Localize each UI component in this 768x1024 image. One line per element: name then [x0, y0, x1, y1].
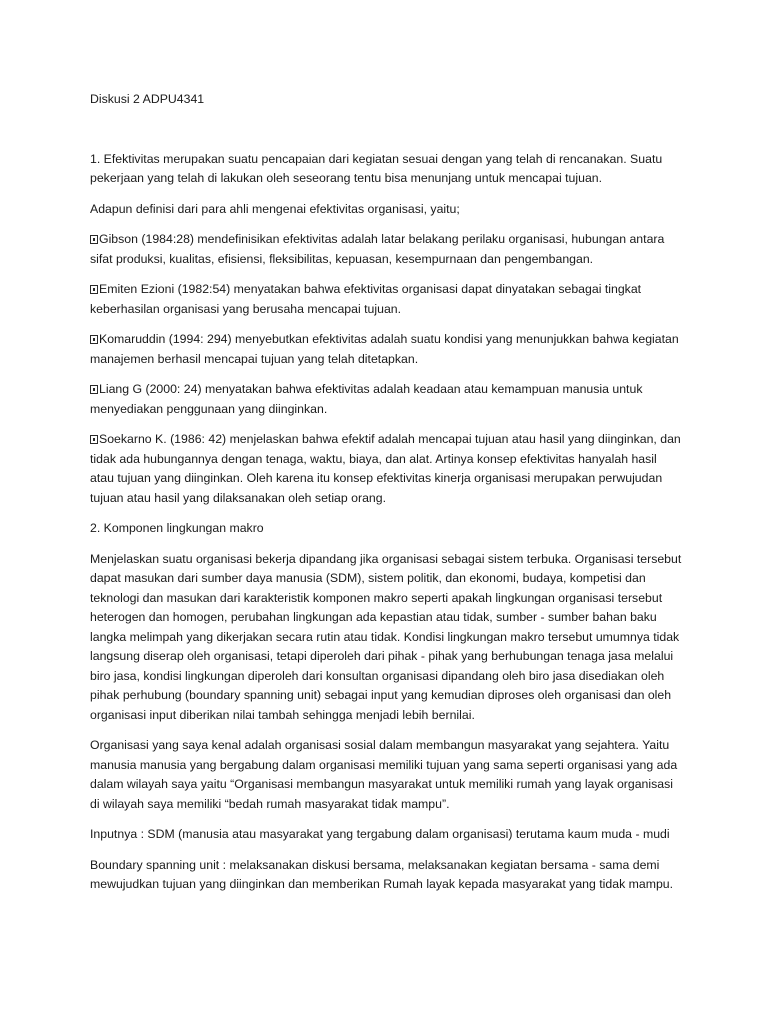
bullet-text: Liang G (2000: 24) menyatakan bahwa efektivitas adalah keadaan atau kemampuan manusia untuk menyediakan penggunaan yang diinginkan. — [90, 382, 643, 416]
bullet-text: Gibson (1984:28) mendefinisikan efektivitas adalah latar belakang perilaku organisasi, hubungan antara sifat produksi, kualitas, efisiensi, fleksibilitas, kepuasan, kesempurnaan dan pengembangan. — [90, 232, 665, 266]
section-heading: 2. Komponen lingkungan makro — [90, 521, 264, 535]
paragraph-known-organization: Organisasi yang saya kenal adalah organisasi sosial dalam membangun masyarakat yang sejahtera. Yaitu manusia manusia yang bergabung dalam organisasi memiliki tujuan yang sama seperti organisasi yang ada dalam wilayah saya yaitu “Organisasi membangun masyarakat untuk memiliki rumah yang layak organisasi di wilayah saya memiliki “bedah rumah masyarakat tidak mampu”. — [90, 738, 678, 811]
document-body — [90, 90, 682, 906]
bullet-text: Komaruddin (1994: 294) menyebutkan efektivitas adalah suatu kondisi yang menunjukkan bahwa kegiatan manajemen berhasil mencapai tujuan yang telah ditetapkan. — [90, 332, 679, 366]
bullet-text: Soekarno K. (1986: 42) menjelaskan bahwa efektif adalah mencapai tujuan atau hasil yang diinginkan, dan tidak ada hubungannya dengan tenaga, waktu, biaya, dan alat. Artinya konsep efektivitas hanyalah hasil atau tujuan yang diinginkan. Oleh karena itu konsep efektivitas kinerja organisasi merupakan perwujudan tujuan atau hasil yang dilaksanakan oleh setiap orang. — [90, 432, 681, 505]
bullet-box-icon — [90, 285, 98, 294]
document-title: Diskusi 2 ADPU4341 — [90, 92, 205, 106]
paragraph-macro-environment: Menjelaskan suatu organisasi bekerja dipandang jika organisasi sebagai sistem terbuka. Organisasi tersebut dapat masukan dari sumber daya manusia (SDM), sistem politik, dan ekonomi, budaya, kompetisi dan teknologi dan masukan dari karakteristik komponen makro seperti apakah lingkungan organisasi tersebut heterogen dan homogen, perubahan lingkungan ada kepastian atau tidak, sumber - sumber bahan baku langka melimpah yang dikerjakan secara rutin atau tidak. Kondisi lingkungan makro tersebut umumnya tidak langsung diserap oleh organisasi, tetapi diperoleh dari pihak - pihak yang berhubungan tenaga jasa melalui biro jasa, kondisi lingkungan diperoleh dari konsultan organisasi dipandang oleh biro jasa disediakan oleh pihak perhubung (boundary spanning unit) sebagai input yang kemudian diproses oleh organisasi dan oleh organisasi input diberikan nilai tambah sehingga menjadi lebih bernilai. — [90, 551, 682, 722]
bullet-item — [90, 280, 682, 319]
bullet-box-icon — [90, 385, 98, 394]
bullet-item — [90, 380, 682, 419]
bullet-box-icon — [90, 235, 98, 244]
bullet-box-icon — [90, 335, 98, 344]
paragraph-effectiveness-definition: 1. Efektivitas merupakan suatu pencapaian dari kegiatan sesuai dengan yang telah di rencanakan. Suatu pekerjaan yang telah di lakukan oleh seseorang tentu bisa menunjang untuk mencapai tujuan. — [90, 151, 663, 185]
paragraph-input: Inputnya : SDM (manusia atau masyarakat yang tergabung dalam organisasi) terutama kaum muda - mudi — [90, 827, 670, 841]
bullet-item — [90, 430, 682, 508]
paragraph-boundary-spanning-unit: Boundary spanning unit : melaksanakan diskusi bersama, melaksanakan kegiatan bersama - sama demi mewujudkan tujuan yang diinginkan dan memberikan Rumah layak kepada masyarakat yang tidak mampu. — [90, 857, 674, 891]
paragraph-expert-definitions-intro: Adapun definisi dari para ahli mengenai efektivitas organisasi, yaitu; — [90, 201, 460, 216]
bullet-item — [90, 230, 682, 269]
bullet-box-icon — [90, 435, 98, 444]
bullet-item — [90, 330, 682, 369]
bullet-text: Emiten Ezioni (1982:54) menyatakan bahwa efektivitas organisasi dapat dinyatakan sebagai tingkat keberhasilan organisasi yang berusaha mencapai tujuan. — [90, 282, 642, 316]
